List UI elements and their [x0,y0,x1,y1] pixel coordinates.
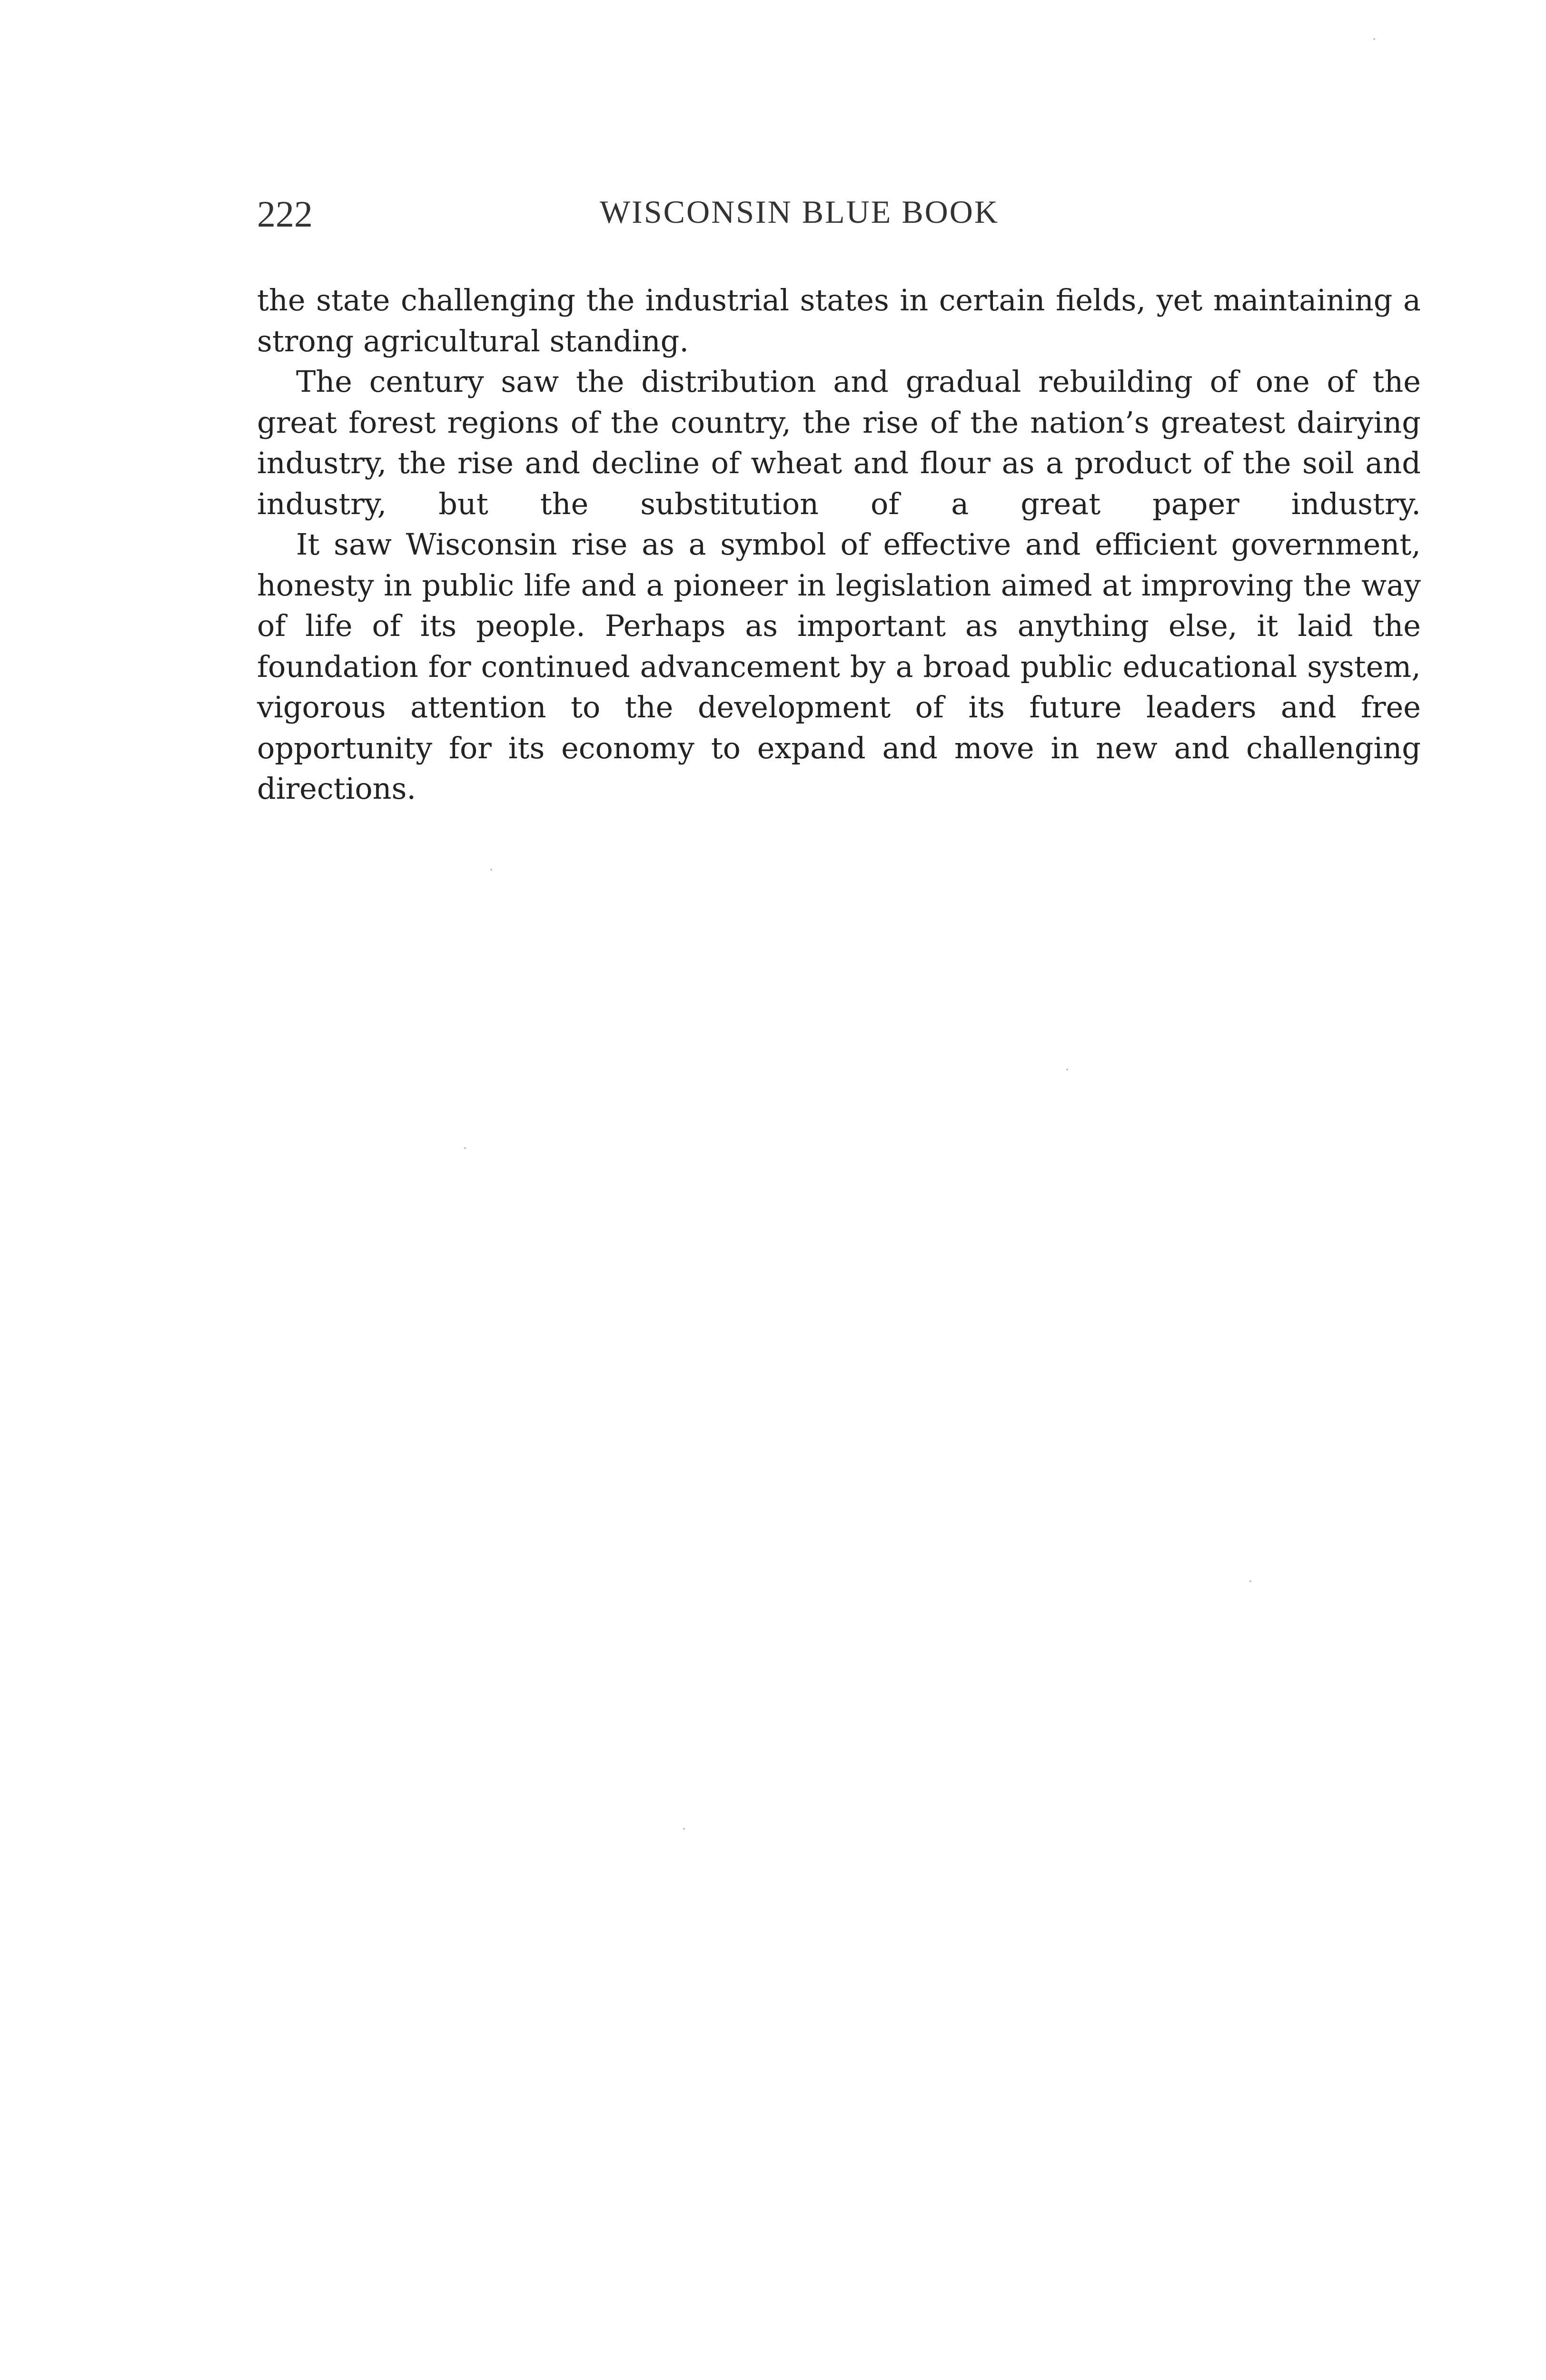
paper-speck [1066,1069,1068,1071]
paper-speck [1373,38,1375,40]
running-head [257,188,1421,240]
running-title: WISCONSIN BLUE BOOK [600,194,999,230]
body-text [257,280,1421,809]
paper-speck [464,1147,466,1149]
paper-speck [683,1828,685,1830]
paragraph-government: It saw Wisconsin rise as a symbol of effective and efficient government, honesty in public life and a pioneer in legislation aimed at improving the way of life of its people. Perhaps as important as anything else, it laid the foundation for continued advancement by a broad public educational system, vigorous attention to the development of its future leaders and free opportunity for its economy to expand and move in new and challenging directions. [257,527,1421,806]
paper-speck [490,869,492,871]
paragraph-continuation: the state challenging the industrial states in certain fields, yet maintaining a strong agricultural standing. [257,283,1421,358]
paper-speck [1249,1580,1251,1582]
paragraph-century: The century saw the distribution and gradual rebuilding of one of the great forest regions of the country, the rise of the nation’s greatest dairying industry, the rise and decline of wheat and flour as a product of the soil and industry, but the substitution of a great paper industry. [257,364,1421,521]
page-number: 222 [257,193,313,235]
